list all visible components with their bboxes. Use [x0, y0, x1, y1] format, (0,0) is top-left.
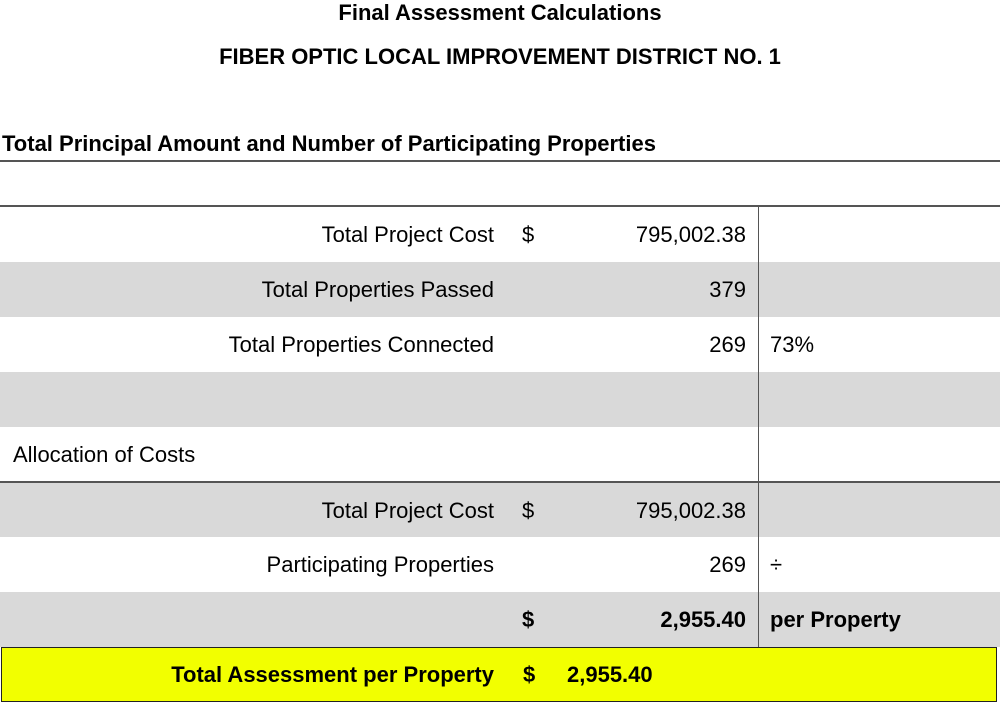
currency-symbol: $	[523, 662, 536, 687]
table-row-participating-properties	[0, 537, 1000, 592]
per-property-label: per Property	[770, 607, 901, 632]
column-divider	[758, 207, 759, 647]
section-title: Total Principal Amount and Number of Participating Properties	[2, 131, 656, 156]
row-label: Total Properties Connected	[228, 332, 494, 357]
table-row-allocation-header	[0, 427, 1000, 482]
document-title: Final Assessment Calculations	[338, 0, 662, 25]
connection-percentage: 73%	[770, 332, 815, 357]
per-property-value: 2,955.40	[660, 607, 746, 632]
row-label: Total Properties Passed	[261, 277, 494, 302]
table-row-per-property-result	[0, 592, 1000, 647]
table-row-total-project-cost	[0, 207, 1000, 262]
currency-symbol: $	[522, 498, 535, 523]
row-value: 795,002.38	[635, 222, 746, 247]
allocation-heading: Allocation of Costs	[13, 442, 196, 467]
table-row-properties-connected	[0, 317, 1000, 372]
row-value: 269	[709, 552, 746, 577]
row-label: Participating Properties	[266, 552, 494, 577]
table-row-properties-passed	[0, 262, 1000, 317]
row-value: 379	[709, 277, 746, 302]
currency-symbol: $	[522, 607, 535, 632]
total-assessment-value: 2,955.40	[567, 662, 653, 687]
district-title: FIBER OPTIC LOCAL IMPROVEMENT DISTRICT NO. 1	[219, 44, 781, 69]
section-divider	[0, 160, 1000, 162]
currency-symbol: $	[522, 222, 535, 247]
total-assessment-row	[1, 647, 997, 702]
row-label: Total Project Cost	[321, 498, 494, 523]
row-value: 269	[709, 332, 746, 357]
total-assessment-label: Total Assessment per Property	[171, 662, 494, 687]
table-row-blank	[0, 372, 1000, 427]
table-row-alloc-project-cost	[0, 483, 1000, 537]
row-value: 795,002.38	[635, 498, 746, 523]
divide-sign: ÷	[770, 552, 783, 577]
row-label: Total Project Cost	[321, 222, 494, 247]
